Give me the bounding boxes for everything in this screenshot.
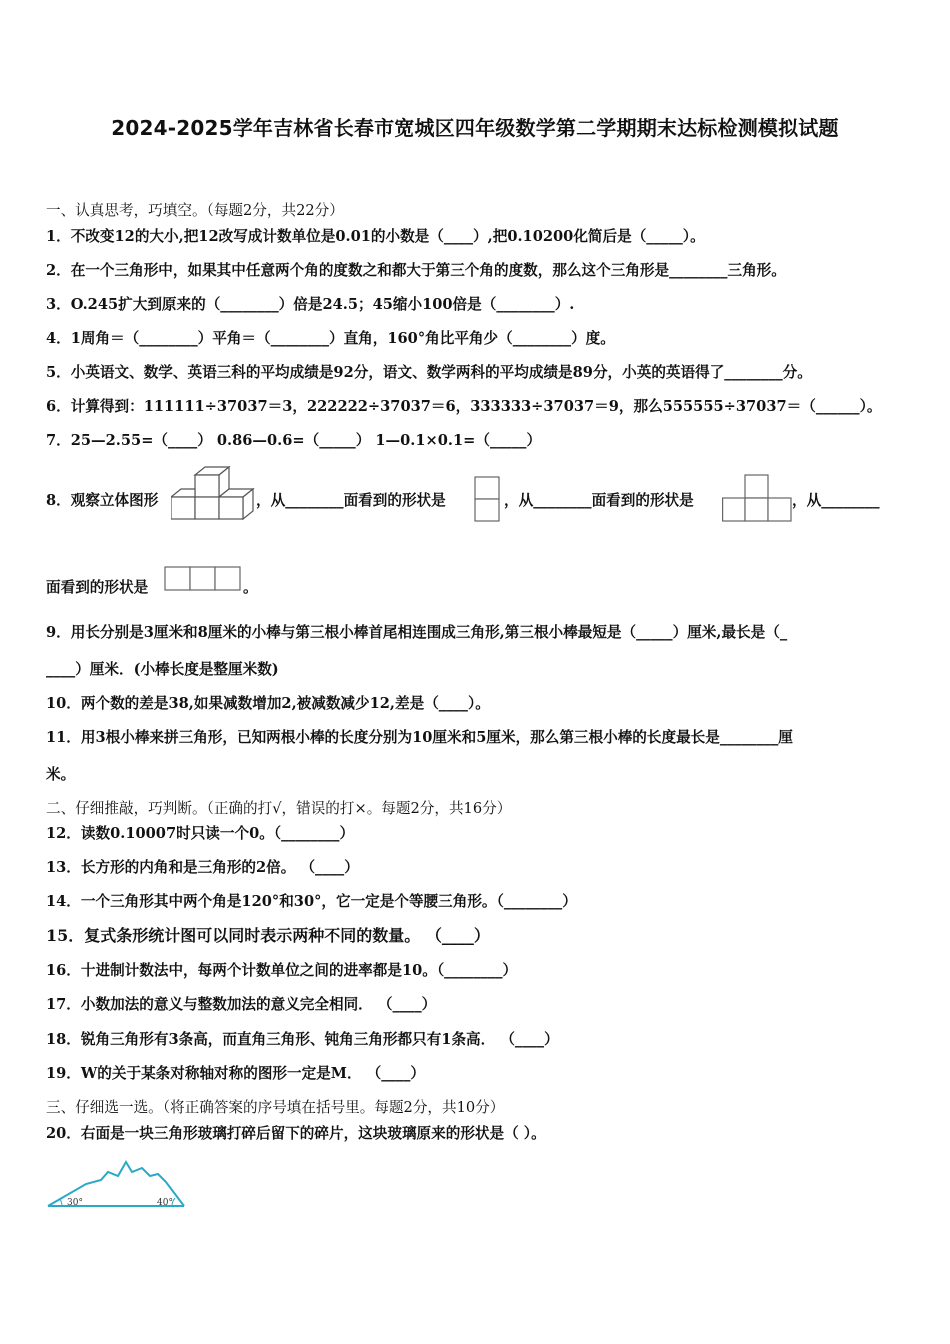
question-3: 3．O.245扩大到原来的（________）倍是24.5；45缩小100倍是（________）. — [46, 296, 575, 313]
broken-glass-image — [46, 1158, 188, 1210]
angle-label-left: 30° — [67, 1198, 83, 1208]
top-view-image — [164, 566, 242, 592]
section-2-heading: 二、仔细推敲，巧判断。（正确的打√，错误的打×。每题2分，共16分） — [46, 800, 512, 817]
page-title: 2024-2025学年吉林省长春市宽城区四年级数学第二学期期末达标检测模拟试题 — [111, 116, 839, 140]
question-8-part-6: 。 — [243, 579, 258, 596]
side-view-image — [474, 476, 500, 522]
solid-figure-image — [171, 465, 255, 523]
question-9-line-2: ____）厘米．(小棒长度是整厘米数) — [46, 661, 279, 678]
question-16: 16．十进制计数法中，每两个计数单位之间的进率都是10。（________） — [46, 962, 518, 979]
question-11-line-2: 米。 — [46, 766, 76, 783]
question-12: 12．读数0.10007时只读一个0。（________） — [46, 825, 355, 842]
question-17: 17．小数加法的意义与整数加法的意义完全相同． （____） — [46, 996, 437, 1013]
question-6: 6．计算得到：111111÷37037＝3，222222÷37037＝6，333333÷37037＝9，那么555555÷37037＝（______）。 — [46, 398, 882, 415]
angle-label-right: 40° — [157, 1198, 173, 1208]
question-8-part-4: ，从________ — [792, 492, 880, 509]
question-8-part-1: 8．观察立体图形 — [46, 492, 159, 509]
question-18: 18．锐角三角形有3条高，而直角三角形、钝角三角形都只有1条高． （____） — [46, 1031, 559, 1048]
section-1-heading: 一、认真思考，巧填空。（每题2分，共22分） — [46, 202, 344, 219]
question-9-line-1: 9．用长分别是3厘米和8厘米的小棒与第三根小棒首尾相连围成三角形,第三根小棒最短是（_____）厘米,最长是（_ — [46, 624, 788, 641]
question-19: 19．W的关于某条对称轴对称的图形一定是M． （____） — [46, 1065, 425, 1082]
question-10: 10．两个数的差是38,如果减数增加2,被减数减少12,差是（____）。 — [46, 695, 490, 712]
question-5: 5．小英语文、数学、英语三科的平均成绩是92分，语文、数学两科的平均成绩是89分，小英的英语得了________分。 — [46, 364, 812, 381]
question-8-part-3: ，从________面看到的形状是 — [504, 492, 694, 509]
question-2: 2．在一个三角形中，如果其中任意两个角的度数之和都大于第三个角的度数，那么这个三角形是________三角形。 — [46, 262, 786, 279]
question-14: 14．一个三角形其中两个角是120°和30°，它一定是个等腰三角形。（________） — [46, 893, 577, 910]
question-15: 15．复式条形统计图可以同时表示两种不同的数量。 （____） — [46, 926, 490, 945]
question-20: 20．右面是一块三角形玻璃打碎后留下的碎片，这块玻璃原来的形状是（ ）。 — [46, 1125, 546, 1142]
question-8-part-2: ，从________面看到的形状是 — [256, 492, 446, 509]
front-view-image — [722, 474, 792, 522]
question-1: 1．不改变12的大小,把12改写成计数单位是0.01的小数是（____）,把0.10200化简后是（_____）。 — [46, 228, 705, 245]
question-8-part-5: 面看到的形状是 — [46, 579, 149, 596]
question-11-line-1: 11．用3根小棒来拼三角形，已知两根小棒的长度分别为10厘米和5厘米，那么第三根小棒的长度最长是________厘 — [46, 729, 793, 746]
section-3-heading: 三、仔细选一选。（将正确答案的序号填在括号里。每题2分，共10分） — [46, 1099, 505, 1116]
question-4: 4．1周角＝（________）平角＝（________）直角，160°角比平角少（________）度。 — [46, 330, 615, 347]
question-13: 13．长方形的内角和是三角形的2倍。 （____） — [46, 859, 359, 876]
question-7: 7．25—2.55=（____） 0.86—0.6=（_____） 1—0.1×0.1=（_____） — [46, 432, 542, 449]
